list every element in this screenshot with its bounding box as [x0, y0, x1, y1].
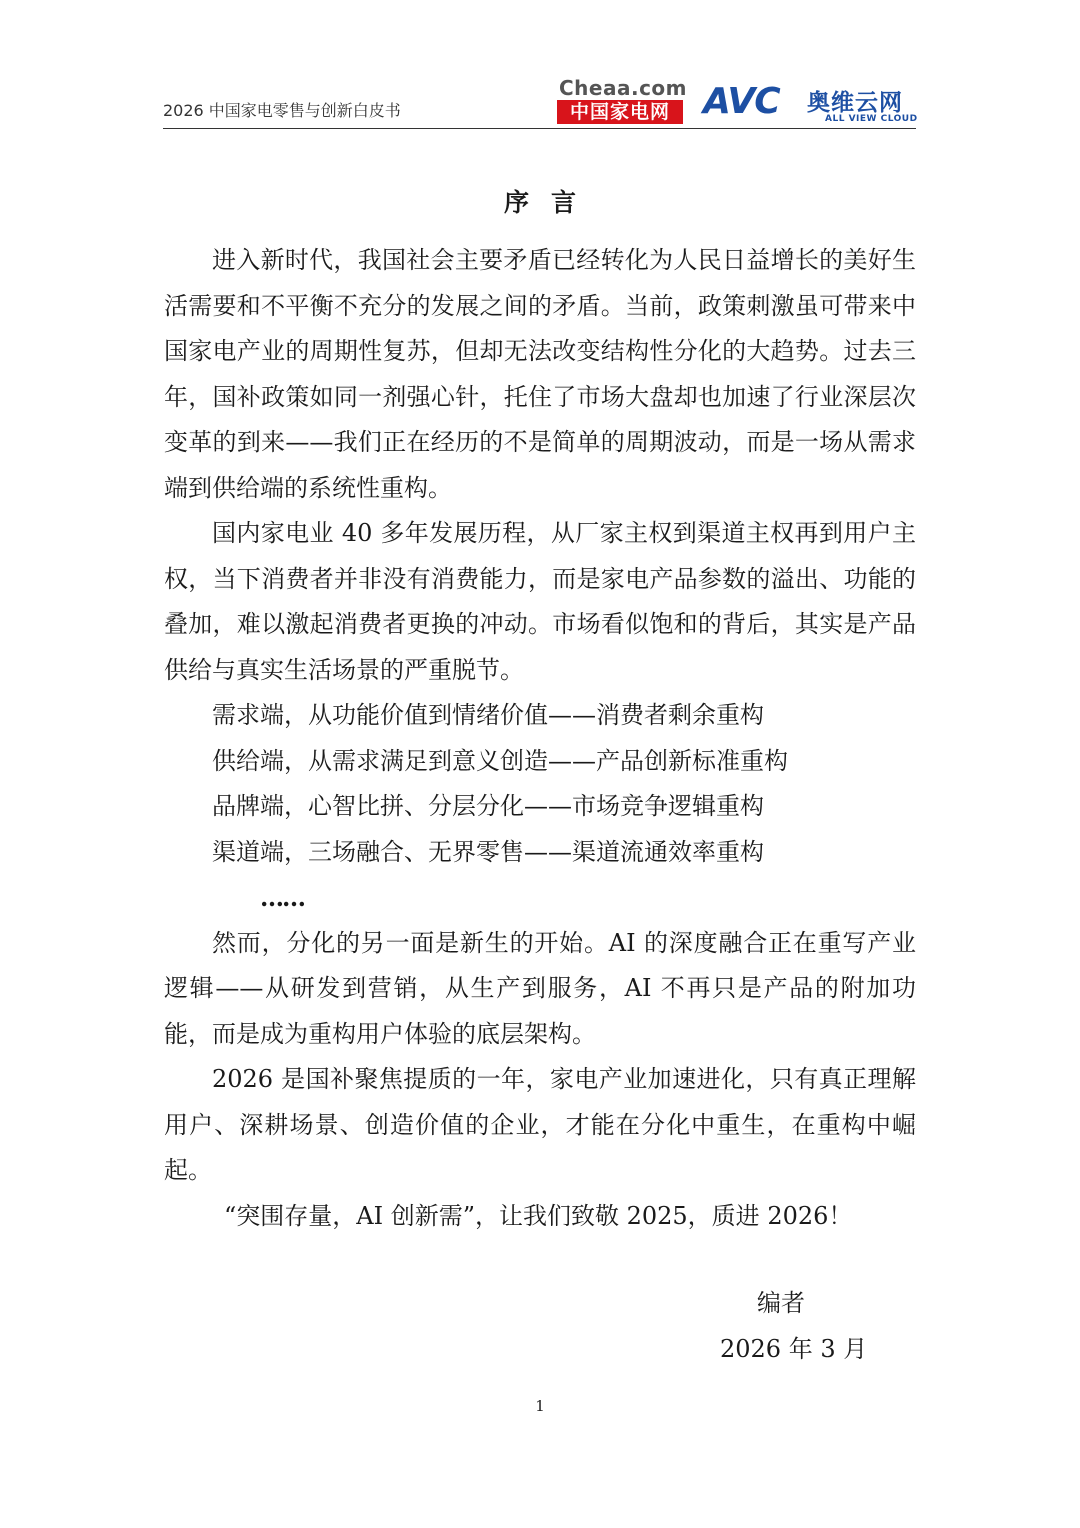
date: 2026 年 3 月 — [720, 1335, 868, 1363]
list-item: 供给端，从需求满足到意义创造——产品创新标准重构 — [212, 746, 788, 775]
cheaa-logo — [557, 76, 688, 124]
ellipsis: …… — [260, 883, 304, 912]
paragraph: 进入新时代，我国社会主要矛盾已经转化为人民日益增长的美好生活需要和不平衡不充分的发展之间的矛盾。当前，政策刺激虽可带来中国家电产业的周期性复苏，但却无法改变结构性分化的大趋势。过去三年，国补政策如同一剂强心针，托住了市场大盘却也加速了行业深层次变革的到来——我们正在经历的不是简单的周期波动，而是一场从需求端到供给端的系统性重构。 — [164, 246, 916, 502]
page-number: 1 — [535, 1397, 545, 1415]
preface-body — [164, 238, 916, 1239]
list-item: 渠道端，三场融合、无界零售——渠道流通效率重构 — [212, 837, 764, 866]
list-item: 需求端，从功能价值到情绪价值——消费者剩余重构 — [212, 701, 764, 729]
signature: 编者 — [757, 1289, 805, 1317]
paragraph: 国内家电业 40 多年发展历程，从厂家主权到渠道主权再到用户主权，当下消费者并非没有消费能力，而是家电产品参数的溢出、功能的叠加，难以激起消费者更换的冲动。市场看似饱和的背后，其实是产品供给与真实生活场景的严重脱节。 — [164, 519, 916, 684]
avc-logo — [703, 82, 918, 128]
avc-logo-chinese: 奥维云网 — [807, 90, 903, 116]
page-title: 序言 — [503, 188, 598, 217]
avc-logo-mark: AVC — [703, 81, 780, 122]
list-item: 品牌端，心智比拼、分层分化——市场竞争逻辑重构 — [212, 792, 764, 820]
cheaa-logo-banner: 中国家电网 — [557, 100, 683, 124]
page-header — [163, 72, 916, 129]
paragraph: 然而，分化的另一面是新生的开始。AI 的深度融合正在重写产业逻辑——从研发到营销，从生产到服务，AI 不再只是产品的附加功能，而是成为重构用户体验的底层架构。 — [164, 928, 916, 1048]
closing-slogan: “突围存量，AI 创新需”，让我们致敬 2025，质进 2026！ — [224, 1201, 853, 1230]
paragraph: 2026 是国补聚焦提质的一年，家电产业加速进化，只有真正理解用户、深耕场景、创造价值的企业，才能在分化中重生，在重构中崛起。 — [164, 1065, 916, 1184]
cheaa-logo-wordmark: Cheaa.com — [559, 76, 688, 100]
header-title: 2026 中国家电零售与创新白皮书 — [163, 101, 401, 120]
avc-logo-english: ALL VIEW CLOUD — [825, 114, 918, 124]
